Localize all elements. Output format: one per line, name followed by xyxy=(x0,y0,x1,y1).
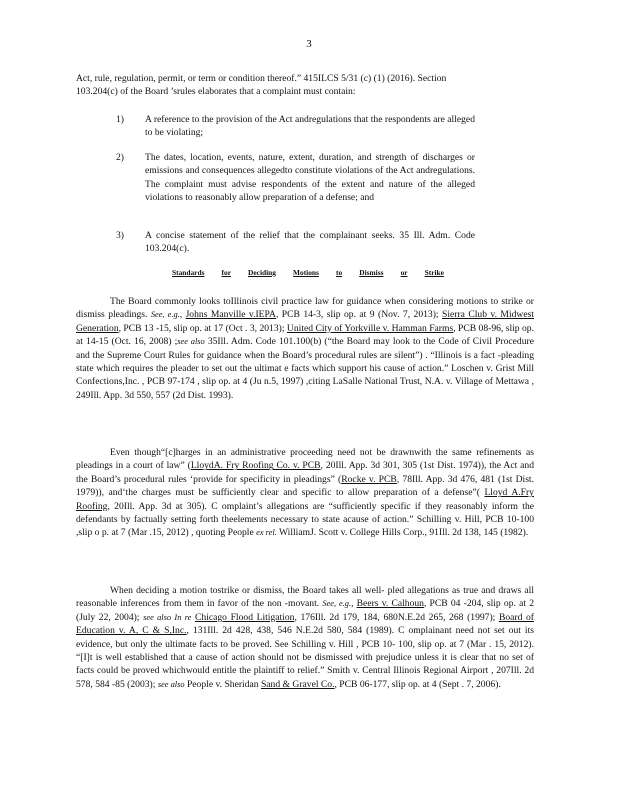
section-heading xyxy=(172,268,444,277)
list-item-number: 2) xyxy=(116,152,124,163)
case-citation: Chicago Flood Litigation xyxy=(195,611,295,623)
case-citation: Beers v. Calhoun xyxy=(356,598,424,610)
list-item: The dates, location, events, nature, extent, duration, and strength of discharges or emissions and consequences allegedto constitute violations of the Act andregulations. The complaint must advise respondents of the extent and nature of the alleged violations to reasonably allow preparation of a defense; and xyxy=(145,152,475,204)
heading-word: Strike xyxy=(424,268,444,277)
heading-word: Motions xyxy=(293,268,319,277)
case-citation: United City of Yorkville v. Hamman Farms xyxy=(286,322,454,334)
case-citation: Johns Manville v.IEPA xyxy=(185,309,276,321)
case-citation: LloydA. Fry Roofing Co. v. PCB xyxy=(190,460,321,472)
heading-word: Deciding xyxy=(248,268,276,277)
list-item: A reference to the provision of the Act andregulations that the respondents are alleged to be violating; xyxy=(145,114,475,139)
case-citation: Rocke v. PCB xyxy=(341,473,397,485)
heading-word: to xyxy=(336,268,343,277)
case-citation: Board of Education v. A, C & S,Inc. xyxy=(76,611,534,637)
case-citation: Sierra Club v. Midwest Generation xyxy=(76,309,535,334)
heading-word: or xyxy=(400,268,408,277)
case-citation: Sand & Gravel Co. xyxy=(260,678,335,690)
case-citation: Lloyd A.Fry Roofing xyxy=(76,487,534,512)
list-item-number: 1) xyxy=(116,114,124,125)
heading-word: Standards xyxy=(172,268,205,277)
intro-paragraph xyxy=(76,72,534,99)
paragraph-1: The Board commonly looks toIllinois civil practice law for guidance when considering motions to strike or dismiss pleadings. See, e.g., Johns Manville v.IEPA, PCB 14-3, slip op. at 9 (Nov. 7, 2013); Sierra Club v. Midwest Generation, PCB 13 -15, slip op. at 17 (Oct . 3, 2013); United City of Yorkville v. Hamman Farms, PCB 08-96, slip op. at 14-15 (Oct. 16, 2008) ;see also 35Ill. Adm. Code 101.100(b) (“the Board may look to the Code of Civil Procedure and the Supreme Court Rules for guidance when the Board’s procedural rules are silent”) . “Illinois is a fact -pleading state which requires the pleader to set out the ultimat e facts which support his cause of action.” Loschen v. Grist Mill Confections,Inc. , PCB 97-174 , slip op. at 4 (Ju n.5, 1997) ,citing LaSalle National Trust, N.A. v. Village of Mettawa , 249Ill. App. 3d 550, 557 (2d Dist. 1993). xyxy=(76,296,535,401)
intro-line-1: Act, rule, regulation, permit, or term or condition thereof.” 415ILCS 5/31 (c) (1) (2016). Section xyxy=(76,73,447,84)
page-number: 3 xyxy=(306,38,312,50)
intro-line-2: 103.204(c) of the Board ’srules elaborates that a complaint must contain: xyxy=(76,86,356,98)
list-item: A concise statement of the relief that the complainant seeks. 35 Ill. Adm. Code 103.204(c). xyxy=(145,230,475,255)
paragraph-3: When deciding a motion tostrike or dismiss, the Board takes all well- pled allegations as true and draws all reasonable inferences from them in favor of the non -movant. See, e.g., Beers v. Calhoun, PCB 04 -204, slip op. at 2 (July 22, 2004); see also In re Chicago Flood Litigation, 176Ill. 2d 179, 184, 680N.E.2d 265, 268 (1997); Board of Education v. A, C & S,Inc., 131Ill. 2d 428, 438, 546 N.E.2d 580, 584 (1989). C omplainant need not set out its evidence, but only the ultimate facts to be proved. See Schilling v. Hill , PCB 10- 100, slip op. at 7 (Mar . 15, 2012). “[I]t is well established that a cause of action should not be dismissed with prejudice unless it is clear that no set of facts could be proved whichwould entitle the plaintiff to relief.” Smith v. Central Illinois Regional Airport , 207Ill. 2d 578, 584 -85 (2003); see also People v. Sheridan Sand & Gravel Co., PCB 06-177, slip op. at 4 (Sept . 7, 2006). xyxy=(76,585,534,690)
paragraph-2: Even though“[c]harges in an administrative proceeding need not be drawnwith the same refinements as pleadings in a court of law” (LloydA. Fry Roofing Co. v. PCB, 20Ill. App. 3d 301, 305 (1st Dist. 1974)), the Act and the Board’s procedural rules ‘provide for specificity in pleadings” (Rocke v. PCB, 78Ill. App. 3d 476, 481 (1st Dist. 1979)), and‘the charges must be sufficiently clear and specific to allow preparation of a defense”( Lloyd A.Fry Roofing, 20Ill. App. 3d at 305). C omplaint’s allegations are “sufficiently specific if they reasonably inform the defendants by factually setting forth theelements necessary to state acause of action.” Schilling v. Hill, PCB 10-100 ,slip o p. at 7 (Mar .15, 2012) , quoting People ex rel. WilliamJ. Scott v. College Hills Corp., 91Ill. 2d 138, 145 (1982). xyxy=(76,447,534,539)
list-item-number: 3) xyxy=(116,230,124,241)
heading-word: Dismiss xyxy=(359,268,384,277)
heading-word: for xyxy=(221,268,231,277)
